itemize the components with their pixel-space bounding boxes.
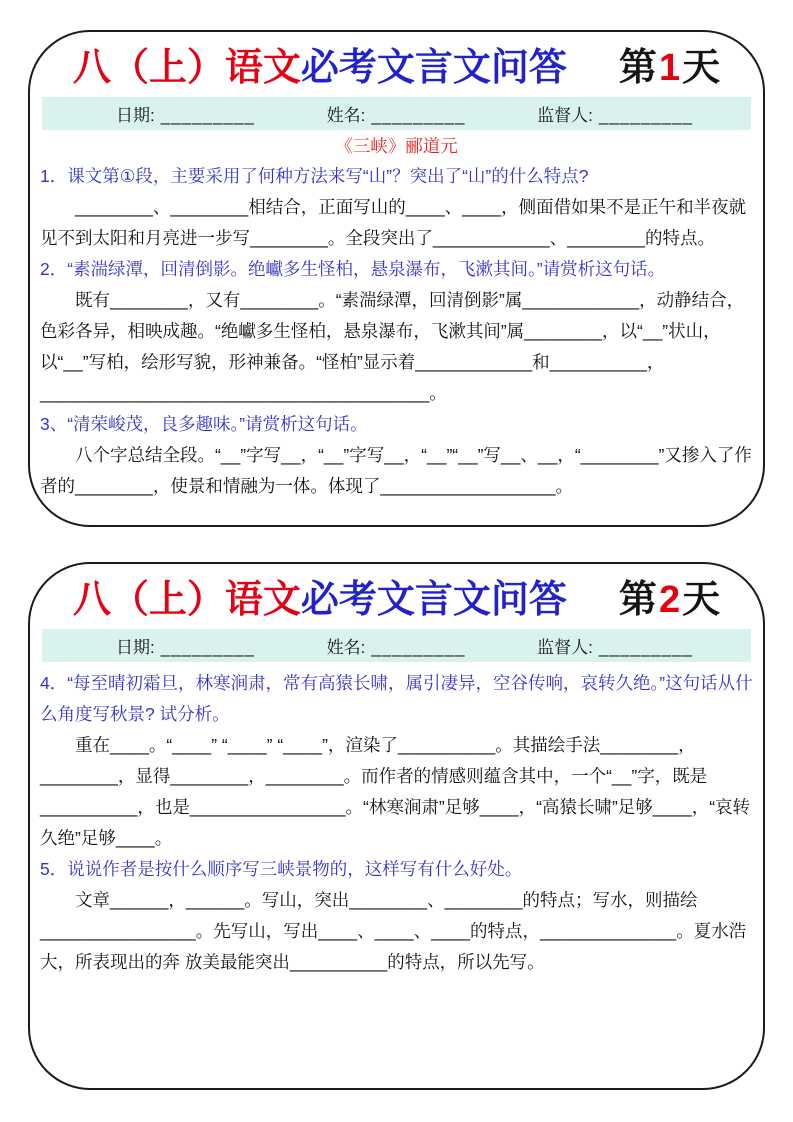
title-topic-segment: 必考文言文问答: [300, 579, 567, 621]
date-label: 日期:: [116, 106, 155, 125]
question-4: 4．“每至晴初霜旦，林寒涧肃，常有高猿长啸，属引凄异，空谷传响，哀转久绝。”这句话从什么角度写秋景? 试分析。: [40, 673, 753, 724]
day-prefix: 第: [618, 47, 657, 89]
date-field: [116, 633, 255, 658]
name-field: [327, 101, 466, 126]
title-course-segment: 八（上）语文: [72, 579, 301, 621]
name-field: [327, 633, 466, 658]
answer-2: 既有________，又有________。“素湍绿潭，回清倒影”属____________，动静结合，色彩各异，相映成趣。“绝巘多生怪柏，悬泉瀑布，飞漱其间”属________，以“__”状山，以“__”写柏，绘形写貌，形神兼备。“怪柏”显示着____________和__________，________________________________________。: [40, 290, 745, 403]
supervisor-blank: _________: [598, 638, 693, 657]
meta-bar: [42, 97, 751, 130]
day-suffix: 天: [682, 579, 721, 621]
supervisor-label: 监督人:: [537, 106, 593, 125]
date-field: [116, 101, 255, 126]
lesson-subtitle: 《三峡》郦道元: [335, 136, 458, 156]
worksheet-card-day-2: [28, 562, 765, 1090]
question-1: 1．课文第①段，主要采用了何种方法来写“山”？突出了“山”的什么特点?: [40, 166, 589, 186]
supervisor-blank: _________: [598, 106, 693, 125]
date-blank: _________: [160, 638, 255, 657]
title-topic-segment: 必考文言文问答: [300, 47, 567, 89]
name-label: 姓名:: [326, 106, 366, 125]
meta-bar: [42, 629, 751, 662]
day-number: 1: [658, 47, 681, 89]
question-3: 3、“清荣峻茂，良多趣味。”请赏析这句话。: [40, 414, 368, 434]
supervisor-label: 监督人:: [537, 638, 593, 657]
card-title: [30, 46, 763, 90]
day-badge: [619, 46, 720, 90]
worksheet-card-day-1: [28, 30, 765, 527]
question-5: 5．说说作者是按什么顺序写三峡景物的，这样写有什么好处。: [40, 859, 523, 879]
name-label: 姓名:: [326, 638, 366, 657]
answer-1: ________、________相结合，正面写山的____、____，侧面借如果不是正午和半夜就见不到太阳和月亮进一步写________。全段突出了____________、________的特点。: [40, 197, 747, 248]
supervisor-field: [537, 633, 693, 658]
qa-section: [30, 662, 763, 978]
card-title: [30, 578, 763, 622]
title-main: [73, 578, 567, 622]
title-course-segment: 八（上）语文: [72, 47, 301, 89]
date-label: 日期:: [116, 638, 155, 657]
question-2: 2．“素湍绿潭，回清倒影。绝巘多生怪柏，悬泉瀑布，飞漱其间。”请赏析这句话。: [40, 259, 666, 279]
answer-5: 文章______，______。写山，突出________、________的特点；写水，则描绘________________。先写山，写出____、____、____的特点，______________。夏水浩大，所表现出的奔 放美最能突出__________的特点，所以先写。: [40, 890, 747, 972]
supervisor-field: [537, 101, 693, 126]
date-blank: _________: [160, 106, 255, 125]
day-badge: [619, 578, 720, 622]
name-blank: _________: [371, 106, 466, 125]
answer-4: 重在____。“____” “____” “____”，渲染了__________。其描绘手法________，________，显得________，________。而作者的情感则蕴含其中，一个“__”字，既是__________，也是________________。“林寒涧肃”足够____，“高猿长啸”足够____，“哀转久绝”足够____。: [40, 735, 751, 848]
day-number: 2: [658, 579, 681, 621]
name-blank: _________: [371, 638, 466, 657]
day-suffix: 天: [682, 47, 721, 89]
qa-section: [30, 157, 763, 502]
title-main: [73, 46, 567, 90]
day-prefix: 第: [618, 579, 657, 621]
answer-3: 八个字总结全段。“__”字写__，“__”字写__，“__”“__”写__、__，“________”又掺入了作者的________，使景和情融为一体。体现了__________________。: [40, 445, 752, 496]
